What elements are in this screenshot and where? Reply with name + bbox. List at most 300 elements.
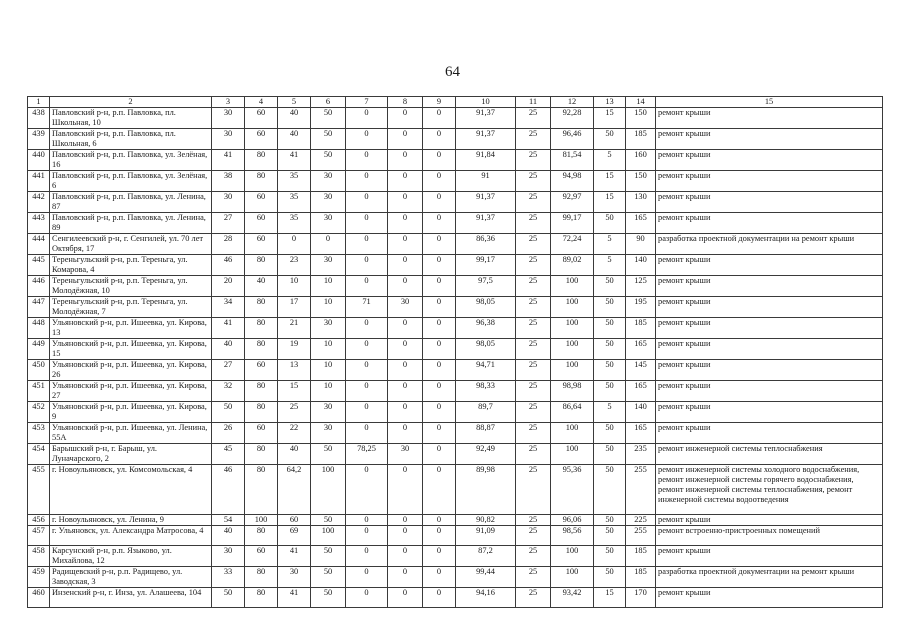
table-cell: 40 [278, 444, 311, 465]
table-cell: 0 [423, 129, 456, 150]
table-cell: 0 [423, 255, 456, 276]
table-cell: 457 [28, 526, 50, 546]
table-cell: 140 [626, 402, 656, 423]
table-cell: 27 [212, 360, 245, 381]
table-row [28, 234, 883, 255]
table-cell: 165 [626, 339, 656, 360]
address-cell: Радищевский р-н, р.п. Радищево, ул. Заводская, 3 [50, 567, 212, 588]
table-cell: 50 [594, 276, 626, 297]
table-cell: 25 [516, 171, 551, 192]
table-cell: 50 [594, 546, 626, 567]
table-cell: 98,98 [551, 381, 594, 402]
table-cell: 78,25 [346, 444, 388, 465]
table-row [28, 360, 883, 381]
table-cell: 50 [212, 588, 245, 608]
table-cell: 0 [346, 546, 388, 567]
table-cell: 89,98 [456, 465, 516, 515]
table-cell: 23 [278, 255, 311, 276]
table-cell: 446 [28, 276, 50, 297]
table-row [28, 402, 883, 423]
table-cell: 15 [278, 381, 311, 402]
column-header: 5 [278, 97, 311, 108]
table-cell: 30 [212, 192, 245, 213]
table-cell: 458 [28, 546, 50, 567]
work-type-cell: ремонт крыши [656, 339, 883, 360]
column-header: 9 [423, 97, 456, 108]
table-cell: 72,24 [551, 234, 594, 255]
table-cell: 165 [626, 423, 656, 444]
table-row [28, 129, 883, 150]
table-cell: 0 [346, 423, 388, 444]
table-cell: 80 [245, 465, 278, 515]
table-row [28, 526, 883, 546]
table-cell: 19 [278, 339, 311, 360]
table-cell: 96,38 [456, 318, 516, 339]
column-header: 2 [50, 97, 212, 108]
table-cell: 0 [388, 402, 423, 423]
table-cell: 81,54 [551, 150, 594, 171]
table-cell: 0 [423, 546, 456, 567]
table-cell: 30 [311, 402, 346, 423]
table-cell: 50 [594, 360, 626, 381]
table-cell: 0 [388, 108, 423, 129]
table-cell: 30 [212, 546, 245, 567]
table-cell: 100 [245, 515, 278, 526]
table-cell: 0 [311, 234, 346, 255]
table-cell: 125 [626, 276, 656, 297]
table-cell: 440 [28, 150, 50, 171]
table-cell: 27 [212, 213, 245, 234]
table-cell: 0 [423, 108, 456, 129]
table-cell: 0 [423, 171, 456, 192]
table-cell: 54 [212, 515, 245, 526]
table-cell: 50 [311, 129, 346, 150]
table-cell: 17 [278, 297, 311, 318]
address-cell: г. Новоульяновск, ул. Комсомольская, 4 [50, 465, 212, 515]
table-cell: 22 [278, 423, 311, 444]
column-header: 8 [388, 97, 423, 108]
table-cell: 90,82 [456, 515, 516, 526]
table-cell: 100 [551, 318, 594, 339]
table-cell: 0 [388, 546, 423, 567]
table-cell: 50 [594, 129, 626, 150]
table-row [28, 318, 883, 339]
table-cell: 170 [626, 588, 656, 608]
table-cell: 80 [245, 588, 278, 608]
table-cell: 195 [626, 297, 656, 318]
address-cell: Павловский р-н, р.п. Павловка, пл. Школьная, 10 [50, 108, 212, 129]
table-cell: 0 [388, 526, 423, 546]
table-cell: 33 [212, 567, 245, 588]
table-cell: 0 [346, 339, 388, 360]
table-cell: 0 [346, 213, 388, 234]
table-cell: 25 [516, 213, 551, 234]
table-cell: 10 [278, 276, 311, 297]
table-cell: 91,37 [456, 213, 516, 234]
table-row [28, 515, 883, 526]
table-cell: 100 [551, 567, 594, 588]
table-cell: 0 [423, 381, 456, 402]
table-cell: 10 [311, 297, 346, 318]
table-cell: 98,05 [456, 297, 516, 318]
table-cell: 13 [278, 360, 311, 381]
work-type-cell: ремонт крыши [656, 360, 883, 381]
table-cell: 145 [626, 360, 656, 381]
table-cell: 35 [278, 171, 311, 192]
table-cell: 453 [28, 423, 50, 444]
work-type-cell: ремонт крыши [656, 192, 883, 213]
table-cell: 454 [28, 444, 50, 465]
table-cell: 50 [594, 423, 626, 444]
table-cell: 80 [245, 567, 278, 588]
table-cell: 0 [346, 526, 388, 546]
address-cell: г. Новоульяновск, ул. Ленина, 9 [50, 515, 212, 526]
table-cell: 28 [212, 234, 245, 255]
table-cell: 60 [278, 515, 311, 526]
table-cell: 91,37 [456, 192, 516, 213]
table-cell: 25 [516, 546, 551, 567]
table-cell: 0 [423, 515, 456, 526]
table-cell: 50 [212, 402, 245, 423]
table-cell: 30 [278, 567, 311, 588]
table-cell: 0 [346, 276, 388, 297]
table-cell: 160 [626, 150, 656, 171]
table-cell: 0 [346, 108, 388, 129]
table-cell: 46 [212, 255, 245, 276]
table-cell: 100 [551, 423, 594, 444]
table-cell: 451 [28, 381, 50, 402]
data-table [27, 96, 883, 608]
table-cell: 456 [28, 515, 50, 526]
table-cell: 89,02 [551, 255, 594, 276]
table-cell: 99,17 [456, 255, 516, 276]
table-cell: 50 [311, 515, 346, 526]
table-cell: 60 [245, 213, 278, 234]
table-cell: 25 [516, 526, 551, 546]
table-cell: 30 [311, 255, 346, 276]
table-cell: 25 [516, 297, 551, 318]
work-type-cell: ремонт инженерной системы холодного водоснабжения, ремонт инженерной системы горячего водоснабжения, ремонт инженерной системы теплоснабжения, ремонт инженерной системы водоотведения [656, 465, 883, 515]
table-cell: 0 [423, 588, 456, 608]
table-cell: 50 [594, 297, 626, 318]
table-cell: 46 [212, 465, 245, 515]
table-cell: 50 [311, 150, 346, 171]
table-cell: 0 [423, 465, 456, 515]
column-header: 12 [551, 97, 594, 108]
table-row [28, 444, 883, 465]
table-cell: 140 [626, 255, 656, 276]
table-cell: 25 [516, 108, 551, 129]
table-cell: 0 [388, 213, 423, 234]
table-cell: 445 [28, 255, 50, 276]
table-cell: 0 [423, 526, 456, 546]
table-cell: 80 [245, 339, 278, 360]
work-type-cell: ремонт крыши [656, 213, 883, 234]
table-cell: 0 [423, 423, 456, 444]
table-cell: 50 [311, 444, 346, 465]
table-cell: 449 [28, 339, 50, 360]
table-cell: 0 [388, 339, 423, 360]
table-cell: 32 [212, 381, 245, 402]
table-cell: 88,87 [456, 423, 516, 444]
table-cell: 447 [28, 297, 50, 318]
table-cell: 130 [626, 192, 656, 213]
table-cell: 455 [28, 465, 50, 515]
table-cell: 94,71 [456, 360, 516, 381]
table-cell: 35 [278, 192, 311, 213]
table-cell: 20 [212, 276, 245, 297]
table-cell: 21 [278, 318, 311, 339]
work-type-cell: ремонт крыши [656, 297, 883, 318]
table-row [28, 150, 883, 171]
table-cell: 40 [212, 339, 245, 360]
column-header: 11 [516, 97, 551, 108]
table-cell: 100 [551, 360, 594, 381]
table-cell: 100 [311, 526, 346, 546]
table-cell: 185 [626, 546, 656, 567]
address-cell: Барышский р-н, г. Барыш, ул. Луначарского, 2 [50, 444, 212, 465]
work-type-cell: ремонт крыши [656, 150, 883, 171]
table-cell: 15 [594, 171, 626, 192]
table-cell: 0 [388, 150, 423, 171]
table-cell: 5 [594, 234, 626, 255]
table-cell: 98,56 [551, 526, 594, 546]
table-cell: 30 [388, 444, 423, 465]
table-cell: 0 [346, 129, 388, 150]
table-cell: 89,7 [456, 402, 516, 423]
table-cell: 150 [626, 108, 656, 129]
table-cell: 25 [516, 465, 551, 515]
header-row [28, 97, 883, 108]
table-cell: 0 [388, 171, 423, 192]
table-cell: 91,37 [456, 108, 516, 129]
work-type-cell: ремонт крыши [656, 381, 883, 402]
table-cell: 443 [28, 213, 50, 234]
table-cell: 50 [311, 588, 346, 608]
table-cell: 0 [346, 150, 388, 171]
table-cell: 0 [423, 339, 456, 360]
table-cell: 50 [311, 567, 346, 588]
table-cell: 50 [594, 465, 626, 515]
table-row [28, 108, 883, 129]
table-row [28, 276, 883, 297]
work-type-cell: ремонт крыши [656, 276, 883, 297]
table-cell: 30 [311, 171, 346, 192]
table-cell: 10 [311, 339, 346, 360]
work-type-cell: ремонт крыши [656, 108, 883, 129]
table-cell: 0 [423, 567, 456, 588]
table-cell: 0 [423, 318, 456, 339]
table-cell: 5 [594, 150, 626, 171]
table-cell: 100 [311, 465, 346, 515]
table-cell: 90 [626, 234, 656, 255]
work-type-cell: ремонт крыши [656, 171, 883, 192]
table-cell: 41 [278, 588, 311, 608]
table-cell: 96,06 [551, 515, 594, 526]
table-row [28, 588, 883, 608]
table-cell: 40 [278, 129, 311, 150]
address-cell: г. Ульяновск, ул. Александра Матросова, 4 [50, 526, 212, 546]
address-cell: Тереньгульский р-н, р.п. Тереньга, ул. Молодёжная, 10 [50, 276, 212, 297]
table-cell: 30 [388, 297, 423, 318]
table-cell: 25 [516, 515, 551, 526]
table-cell: 5 [594, 255, 626, 276]
table-cell: 92,97 [551, 192, 594, 213]
table-cell: 100 [551, 444, 594, 465]
table-cell: 225 [626, 515, 656, 526]
column-header: 3 [212, 97, 245, 108]
table-cell: 80 [245, 318, 278, 339]
table-cell: 0 [423, 276, 456, 297]
table-row [28, 546, 883, 567]
table-row [28, 381, 883, 402]
work-type-cell: разработка проектной документации на ремонт крыши [656, 234, 883, 255]
table-cell: 91,84 [456, 150, 516, 171]
table-row [28, 171, 883, 192]
table-cell: 25 [516, 588, 551, 608]
table-cell: 0 [388, 465, 423, 515]
table-cell: 60 [245, 360, 278, 381]
table-cell: 0 [346, 318, 388, 339]
table-cell: 0 [388, 129, 423, 150]
column-header: 1 [28, 97, 50, 108]
work-type-cell: ремонт крыши [656, 402, 883, 423]
address-cell: Карсунский р-н, р.п. Языково, ул. Михайлова, 12 [50, 546, 212, 567]
table-cell: 71 [346, 297, 388, 318]
work-type-cell: ремонт встроенно-пристроенных помещений [656, 526, 883, 546]
table-cell: 0 [388, 423, 423, 444]
work-type-cell: ремонт крыши [656, 423, 883, 444]
table-cell: 0 [388, 588, 423, 608]
table-cell: 0 [423, 360, 456, 381]
table-cell: 92,49 [456, 444, 516, 465]
table-cell: 0 [388, 276, 423, 297]
table-cell: 98,05 [456, 339, 516, 360]
table-cell: 444 [28, 234, 50, 255]
table-cell: 0 [423, 234, 456, 255]
table-cell: 60 [245, 129, 278, 150]
table-cell: 30 [311, 213, 346, 234]
table-cell: 0 [346, 588, 388, 608]
table-cell: 0 [346, 402, 388, 423]
table-cell: 60 [245, 234, 278, 255]
table-cell: 439 [28, 129, 50, 150]
page-number: 64 [445, 64, 460, 80]
address-cell: Ульяновский р-н, р.п. Ишеевка, ул. Кирова, 13 [50, 318, 212, 339]
table-cell: 25 [516, 318, 551, 339]
table-row [28, 255, 883, 276]
table-cell: 25 [516, 402, 551, 423]
table-row [28, 567, 883, 588]
table-cell: 80 [245, 150, 278, 171]
table-cell: 80 [245, 526, 278, 546]
table-cell: 0 [388, 192, 423, 213]
table-cell: 15 [594, 108, 626, 129]
work-type-cell: ремонт крыши [656, 129, 883, 150]
column-header: 10 [456, 97, 516, 108]
table-cell: 25 [516, 339, 551, 360]
table-row [28, 192, 883, 213]
address-cell: Ульяновский р-н, р.п. Ишеевка, ул. Кирова, 26 [50, 360, 212, 381]
table-cell: 80 [245, 444, 278, 465]
table-cell: 50 [594, 213, 626, 234]
table-cell: 91,37 [456, 129, 516, 150]
table-cell: 80 [245, 402, 278, 423]
column-header: 14 [626, 97, 656, 108]
table-cell: 80 [245, 381, 278, 402]
table-cell: 185 [626, 129, 656, 150]
table-cell: 50 [594, 381, 626, 402]
table-cell: 40 [278, 108, 311, 129]
table-row [28, 423, 883, 444]
table-cell: 0 [346, 192, 388, 213]
table-cell: 25 [516, 444, 551, 465]
table-cell: 41 [278, 150, 311, 171]
table-cell: 185 [626, 318, 656, 339]
table-cell: 50 [594, 339, 626, 360]
table-cell: 100 [551, 276, 594, 297]
work-type-cell: ремонт крыши [656, 546, 883, 567]
work-type-cell: ремонт крыши [656, 588, 883, 608]
table-cell: 0 [388, 360, 423, 381]
table-cell: 50 [311, 108, 346, 129]
table-cell: 15 [594, 192, 626, 213]
table-cell: 452 [28, 402, 50, 423]
address-cell: Ульяновский р-н, р.п. Ишеевка, ул. Кирова, 9 [50, 402, 212, 423]
table-cell: 0 [388, 318, 423, 339]
table-cell: 30 [311, 423, 346, 444]
table-cell: 34 [212, 297, 245, 318]
work-type-cell: ремонт крыши [656, 255, 883, 276]
table-cell: 255 [626, 526, 656, 546]
column-header: 7 [346, 97, 388, 108]
table-cell: 0 [346, 234, 388, 255]
table-cell: 185 [626, 567, 656, 588]
table-cell: 99,17 [551, 213, 594, 234]
table-row [28, 297, 883, 318]
table-cell: 30 [311, 192, 346, 213]
table-cell: 0 [423, 444, 456, 465]
table-cell: 10 [311, 276, 346, 297]
table-cell: 98,33 [456, 381, 516, 402]
table-cell: 100 [551, 546, 594, 567]
table-cell: 0 [423, 297, 456, 318]
table-cell: 91,09 [456, 526, 516, 546]
table-cell: 0 [423, 213, 456, 234]
table-cell: 60 [245, 546, 278, 567]
table-cell: 25 [516, 567, 551, 588]
table-cell: 30 [212, 108, 245, 129]
table-cell: 25 [516, 192, 551, 213]
table-cell: 25 [278, 402, 311, 423]
table-row [28, 465, 883, 515]
address-cell: Павловский р-н, р.п. Павловка, ул. Зелёная, 16 [50, 150, 212, 171]
table-cell: 0 [346, 465, 388, 515]
table-cell: 96,46 [551, 129, 594, 150]
table-cell: 50 [594, 526, 626, 546]
table-cell: 165 [626, 381, 656, 402]
table-cell: 0 [278, 234, 311, 255]
address-cell: Сенгилеевский р-н, г. Сенгилей, ул. 70 лет Октября, 17 [50, 234, 212, 255]
table-cell: 100 [551, 297, 594, 318]
table-cell: 38 [212, 171, 245, 192]
table-cell: 80 [245, 297, 278, 318]
address-cell: Павловский р-н, р.п. Павловка, ул. Зелёная, 6 [50, 171, 212, 192]
address-cell: Ульяновский р-н, р.п. Ишеевка, ул. Ленина, 55А [50, 423, 212, 444]
table-row [28, 339, 883, 360]
table-cell: 50 [594, 515, 626, 526]
table-cell: 94,98 [551, 171, 594, 192]
